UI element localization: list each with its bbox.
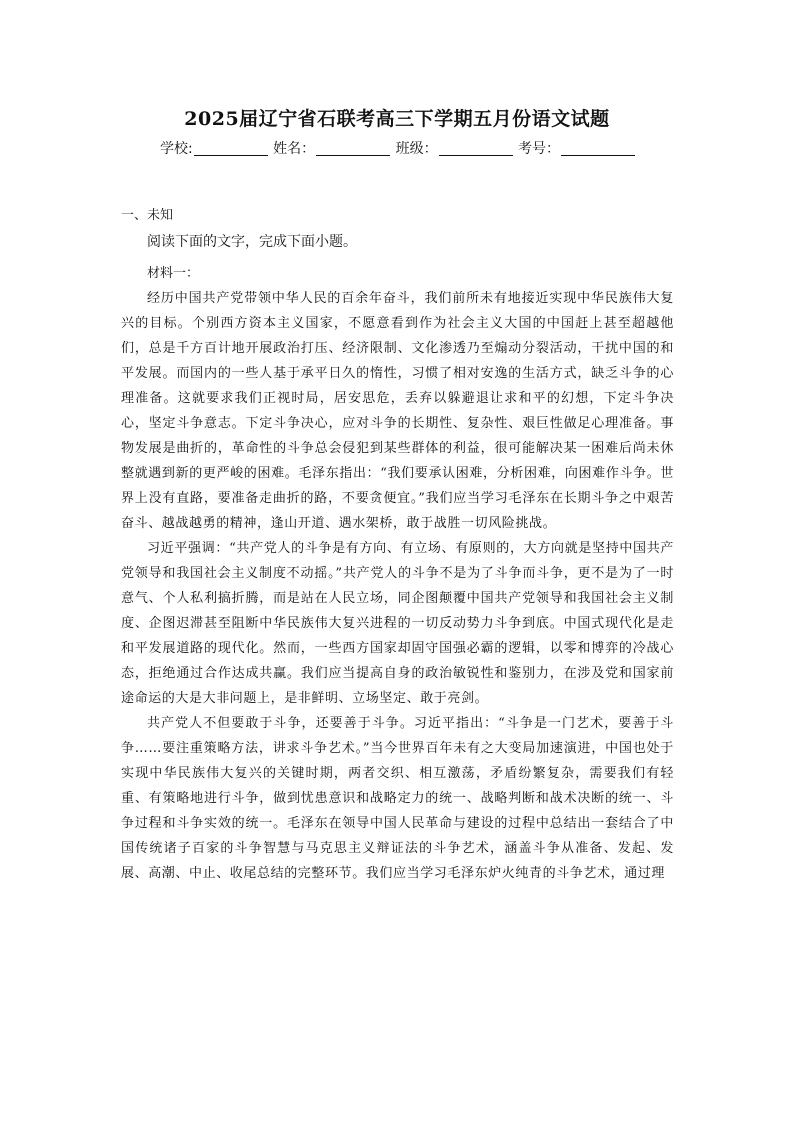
paragraph-2: 习近平强调：“共产党人的斗争是有方向、有立场、有原则的，大方向就是坚持中国共产党领导和我国社会主义制度不动摇。”共产党人的斗争不是为了斗争而斗争，更不是为了一时意气、个人私利搞折腾，而是站在人民立场，同企图颠覆中国共产党领导和我国社会主义制度、企图迟滞甚至阻断中华民族伟大复兴进程的一切反动势力斗争到底。中国式现代化是走和平发展道路的现代化。然而，一些西方国家却固守国强必霸的逻辑，以零和博弈的冷战心态，拒绝通过合作达成共赢。我们应当提高自身的政治敏锐性和鉴别力，在涉及党和国家前途命运的大是大非问题上，是非鲜明、立场坚定、敢于亮剑。	[121, 541, 674, 706]
material-label: 材料一：	[147, 266, 200, 281]
name-label: 姓名：	[273, 141, 316, 157]
section-heading: 一、未知	[121, 208, 174, 223]
class-label: 班级：	[395, 141, 438, 157]
student-info-line	[0, 138, 794, 158]
class-blank	[439, 141, 513, 156]
reading-instruction: 阅读下面的文字，完成下面小题。	[147, 234, 357, 250]
page-title: 2025届辽宁省石联考高三下学期五月份语文试题	[184, 108, 610, 130]
name-blank	[316, 141, 390, 156]
paragraph-3: 共产党人不但要敢于斗争，还要善于斗争。习近平指出：“斗争是一门艺术，要善于斗争……要注重策略方法，讲求斗争艺术。”当今世界百年未有之大变局加速演进，中国也处于实现中华民族伟大复兴的关键时期，两者交织、相互激荡，矛盾纷繁复杂，需要我们有轻重、有策略地进行斗争，做到忧患意识和战略定力的统一、战略判断和战术决断的统一、斗争过程和斗争实效的统一。毛泽东在领导中国人民革命与建设的过程中总结出一套结合了中国传统诸子百家的斗争智慧与马克思主义辩证法的斗争艺术，涵盖斗争从准备、发起、发展、高潮、中止、收尾总结的完整环节。我们应当学习毛泽东炉火纯青的斗争艺术，通过理	[121, 716, 674, 881]
school-label: 学校:	[159, 141, 193, 157]
paragraph-1: 经历中国共产党带领中华人民的百余年奋斗，我们前所未有地接近实现中华民族伟大复兴的目标。个别西方资本主义国家，不愿意看到作为社会主义大国的中国赶上甚至超越他们，总是千方百计地开展政治打压、经济限制、文化渗透乃至煽动分裂活动，干扰中国的和平发展。而国内的一些人基于承平日久的惰性，习惯了相对安逸的生活方式，缺乏斗争的心理准备。这就要求我们正视时局，居安思危，丢弃以躲避退让求和平的幻想，下定斗争决心，坚定斗争意志。下定斗争决心，应对斗争的长期性、复杂性、艰巨性做足心理准备。事物发展是曲折的，革命性的斗争总会侵犯到某些群体的利益，很可能解决某一困难后尚未休整就遇到新的更严峻的困难。毛泽东指出：“我们要承认困难，分析困难，向困难作斗争。世界上没有直路，要准备走曲折的路，不要贪便宜。”我们应当学习毛泽东在长期斗争之中艰苦奋斗、越战越勇的精神，逢山开道、遇水架桥，敢于战胜一切风险挑战。	[121, 291, 674, 531]
exam-number-blank	[561, 141, 635, 156]
school-blank	[194, 141, 268, 156]
exam-number-label: 考号：	[518, 141, 561, 157]
passage-body	[121, 286, 674, 886]
